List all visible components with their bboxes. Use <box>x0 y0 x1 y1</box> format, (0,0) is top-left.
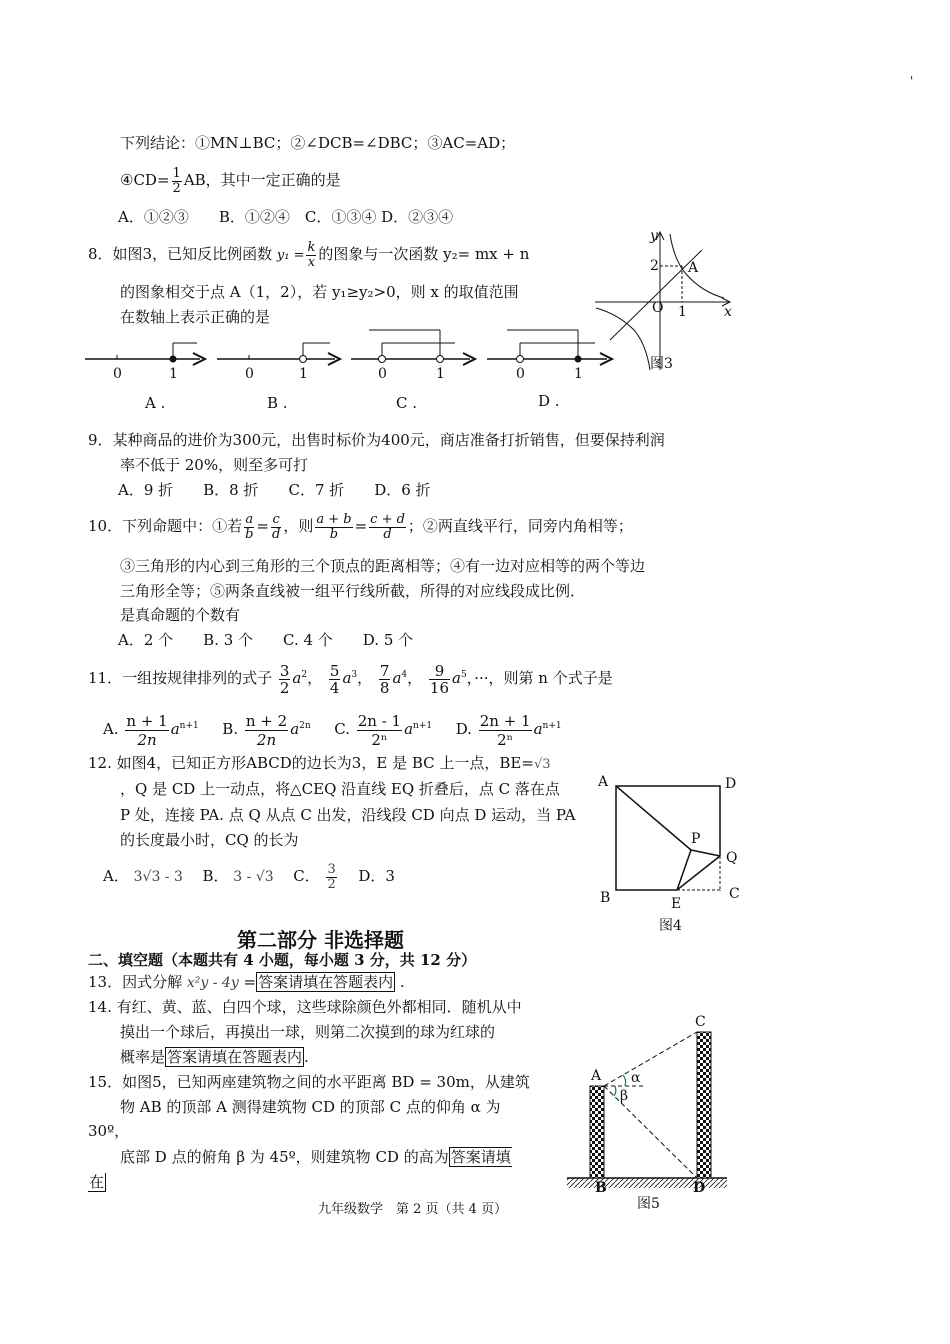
q13-eq: = <box>243 973 257 991</box>
fig4-label-d: D <box>725 776 737 792</box>
q10-mid: ，则 <box>283 517 314 535</box>
q10-frac-c-d: $\frac{c}{d}$ <box>272 511 281 542</box>
fig5-beta: β <box>620 1088 629 1104</box>
corner-mark: ' <box>910 74 914 88</box>
q8-line3: 在数轴上表示正确的是 <box>120 308 271 326</box>
q15-line5 <box>88 1173 106 1191</box>
q9-line2: 率不低于 20%，则至多可打 <box>120 456 309 474</box>
q15-line2: 物 AB 的顶部 A 测得建筑物 CD 的顶部 C 点的仰角 α 为 <box>120 1098 501 1116</box>
q7-options: A．①②③ B．①②④ C．①③④ D．②③④ <box>118 208 454 226</box>
fig4-label-e: E <box>671 896 682 912</box>
q10-line2: ③三角形的内心到三角形的三个顶点的距离相等；④有一边对应相等的两个等边 <box>120 557 646 575</box>
fig5-label-b: B <box>595 1180 607 1196</box>
number-line-a <box>85 343 205 382</box>
q11-option-c: $\frac{2n - 1}{\text{2ⁿ}}$ <box>357 711 402 749</box>
q8-option-d: D . <box>538 392 560 410</box>
q8-fraction: $\frac{k}{x}$ <box>307 239 316 270</box>
q8-prefix: 8．如图3，已知反比例函数 <box>88 245 273 263</box>
figure-5 <box>565 1012 735 1217</box>
q15-line4 <box>120 1148 512 1166</box>
q10-frac-cpd-d: $\frac{c + d}{d}$ <box>370 511 405 542</box>
part2-title: 第二部分 非选择题 <box>237 928 404 952</box>
q14-line2: 摸出一个球后，再摸出一球，则第二次摸到的球为红球的 <box>120 1023 496 1041</box>
figure-3 <box>590 222 740 377</box>
q12-option-c: $\frac{3}{2}$ <box>327 861 336 892</box>
q8-option-c: C . <box>396 394 418 412</box>
q7-conclusions: 下列结论：①MN⊥BC；②∠DCB=∠DBC；③AC=AD； <box>120 134 516 152</box>
q12-line3: P 处，连接 PA. 点 Q 从点 C 出发，沿线段 CD 向点 D 运动，当 PA <box>120 806 576 824</box>
q12-option-a: 3√3 - 3 <box>133 869 183 885</box>
q11-term-1: $\frac{3}{2}$ <box>279 661 290 697</box>
q13-answer-box: 答案请填在答题表内 <box>258 973 394 991</box>
q15-line1: 15．如图5，已知两座建筑物之间的水平距离 BD = 30m，从建筑 <box>88 1073 530 1091</box>
q10-eq: = <box>354 517 368 535</box>
q12-option-a-label: A． <box>103 867 129 885</box>
q7-cd-prefix: ④CD= <box>120 171 170 189</box>
q14-line1: 14. 有红、黄、蓝、白四个球，这些球除颜色外都相同．随机从中 <box>88 998 522 1016</box>
q12-sqrt3: √3 <box>533 757 551 772</box>
q11-option-d: $\frac{2n + 1}{\text{2ⁿ}}$ <box>479 711 531 749</box>
q11-stem: 11．一组按规律排列的式子 $\frac{3}{2}$ $a^2$， $\frac{5}{4}$ $a^3$， $\frac{7}{8}$ $a^4$， $\frac{9}{16}$ $a^5$，···，则第 n 个式子是 <box>88 661 613 697</box>
q10-frac-a-b: $\frac{a}{b}$ <box>245 511 254 542</box>
fig3-tick-1: 1 <box>678 304 687 320</box>
q14-end: . <box>304 1048 309 1066</box>
q15-line4-text: 底部 D 点的俯角 β 为 45º，则建筑物 CD 的高为 <box>120 1148 449 1166</box>
q12-option-c-label: C． <box>293 867 320 885</box>
q11-option-a: $\frac{n + 1}{2n}$ <box>126 711 168 749</box>
q13-end: . <box>399 973 405 991</box>
q13 <box>88 973 405 992</box>
q10-options: A．2 个 B. 3 个 C. 4 个 D. 5 个 <box>118 631 414 649</box>
q11-option-a-label: A. <box>103 720 119 738</box>
fig5-label-d: D <box>693 1180 706 1196</box>
fig4-label-c: C <box>729 886 740 902</box>
fig3-x-label: x <box>724 304 732 320</box>
q12-options <box>103 855 395 897</box>
q14-line3-text: 概率是 <box>120 1048 166 1066</box>
fig5-alpha: α <box>631 1070 641 1086</box>
q11-term-2: $\frac{5}{4}$ <box>329 661 340 697</box>
q8-suffix: 的图象与一次函数 y₂= mx + n <box>318 245 530 263</box>
fig4-label-a: A <box>598 774 609 790</box>
axis-zero: 0 <box>245 366 254 382</box>
q11-options: A. $\frac{n + 1}{2n}$ $a^{n+1}$ B. $\frac{n + 2}{2n}$ $a^{2n}$ C. $\frac{2n - 1}{\text{2ⁿ}}$ $a^{n+1}$ D. $\frac{2n + 1}{\text{2ⁿ}}$ $a^{n+1}$ <box>103 711 562 749</box>
fig3-caption: 图3 <box>650 356 673 372</box>
axis-zero: 0 <box>516 366 525 382</box>
q11-option-b: $\frac{n + 2}{2n}$ <box>245 711 288 749</box>
fig5-label-a: A <box>591 1068 602 1084</box>
q12-option-b-label: B． <box>202 867 229 885</box>
q12-line4: 的长度最小时，CQ 的长为 <box>120 831 299 849</box>
q11-prefix: 11．一组按规律排列的式子 <box>88 669 273 687</box>
axis-zero: 0 <box>378 366 387 382</box>
axis-one: 1 <box>436 366 445 382</box>
q7-conclusion-4 <box>120 160 341 200</box>
q14-answer-box: 答案请填在答题表内 <box>167 1048 303 1066</box>
fig3-y-label: y <box>650 228 658 244</box>
q11-option-b-label: B. <box>222 720 239 738</box>
q12-line1-text: 12. 如图4，已知正方形ABCD的边长为3，E 是 BC 上一点，BE= <box>88 754 534 772</box>
axis-one: 1 <box>574 366 583 382</box>
q8-option-b: B . <box>267 394 288 412</box>
fig3-point-a: A <box>688 260 699 276</box>
q7-cd-suffix: AB，其中一定正确的是 <box>183 171 341 189</box>
number-line-c <box>351 330 475 382</box>
q13-expression: x²y - 4y <box>186 975 239 991</box>
q9-line1: 9．某种商品的进价为300元，出售时标价为400元，商店准备打折销售，但要保持利润 <box>88 431 665 449</box>
q11-term-3: $\frac{7}{8}$ <box>379 661 390 697</box>
q11-suffix: ，···，则第 n 个式子是 <box>466 669 613 687</box>
q8-option-a: A . <box>145 394 166 412</box>
fig4-label-b: B <box>600 890 611 906</box>
q8-y1: y₁ = <box>276 248 305 263</box>
fig5-label-c: C <box>695 1014 706 1030</box>
q15-answer-box-end: 在 <box>89 1173 105 1191</box>
axis-zero: 0 <box>113 366 122 382</box>
q15-answer-box: 答案请填 <box>450 1148 511 1166</box>
fig4-label-p: P <box>691 831 701 847</box>
q14-line3 <box>120 1048 309 1066</box>
fig3-tick-2: 2 <box>650 258 659 274</box>
q12-option-d: D．3 <box>358 867 395 885</box>
figure-4 <box>595 770 750 935</box>
q15-line3: 30º， <box>88 1122 130 1140</box>
q10-stem <box>88 506 633 546</box>
q10-eq: = <box>256 517 269 535</box>
q10-frac-apb-b: $\frac{a + b}{b}$ <box>316 511 352 542</box>
page-footer: 九年级数学 第 2 页（共 4 页） <box>318 1202 508 1217</box>
q8-stem <box>88 234 529 274</box>
q11-term-4: $\frac{9}{16}$ <box>429 661 450 697</box>
fig5-caption: 图5 <box>637 1196 660 1212</box>
q10-line3: 三角形全等；⑤两条直线被一组平行线所截，所得的对应线段成比例． <box>120 582 586 600</box>
q8-number-lines <box>85 325 625 385</box>
q12-option-b: 3 - √3 <box>233 869 274 885</box>
q11-option-c-label: C. <box>334 720 350 738</box>
axis-one: 1 <box>299 366 308 382</box>
axis-one: 1 <box>169 366 178 382</box>
part2-section: 二、填空题（本题共有 4 小题，每小题 3 分，共 12 分） <box>88 951 477 969</box>
q9-options: A．9 折 B．8 折 C．7 折 D．6 折 <box>118 481 431 499</box>
q13-prefix: 13．因式分解 <box>88 973 183 991</box>
number-line-b <box>217 343 340 382</box>
q10-prefix: 10．下列命题中：①若 <box>88 517 243 535</box>
q12-line2: ，Q 是 CD 上一动点，将△CEQ 沿直线 EQ 折叠后，点 C 落在点 <box>120 780 560 798</box>
q8-line2: 的图象相交于点 A（1，2），若 y₁≥y₂>0，则 x 的取值范围 <box>120 283 519 301</box>
q7-fraction: $\frac{1}{2}$ <box>172 165 181 196</box>
fig4-caption: 图4 <box>659 918 682 934</box>
q11-option-d-label: D. <box>455 720 472 738</box>
fig3-origin: O <box>652 300 664 316</box>
q10-suffix: ；②两直线平行，同旁内角相等； <box>407 517 633 535</box>
q10-line4: 是真命题的个数有 <box>120 606 241 624</box>
fig4-label-q: Q <box>726 850 738 866</box>
q12-line1 <box>88 754 551 774</box>
